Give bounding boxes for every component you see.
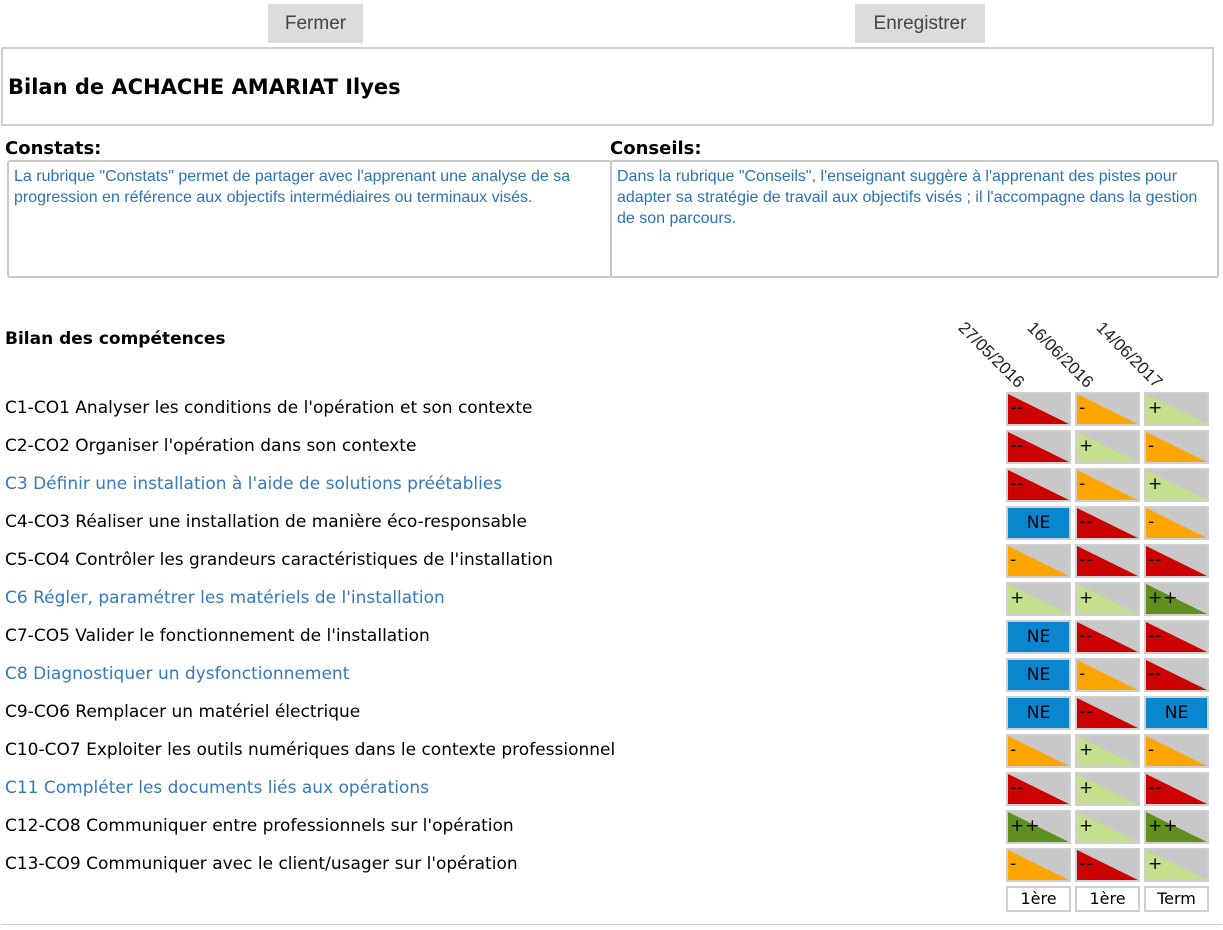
- evaluation-cell[interactable]: [1006, 772, 1071, 806]
- competence-label: C13-CO9 Communiquer avec le client/usager sur l'opération: [5, 854, 518, 874]
- evaluation-cell[interactable]: [1144, 620, 1209, 654]
- evaluation-fill: [1077, 470, 1138, 500]
- evaluation-symbol: --: [1010, 398, 1025, 418]
- competence-label[interactable]: C6 Régler, paramétrer les matériels de l'installation: [5, 588, 445, 608]
- evaluation-symbol: --: [1148, 626, 1163, 646]
- close-button[interactable]: Fermer: [268, 4, 363, 43]
- page-title: Bilan de ACHACHE AMARIAT Ilyes: [8, 75, 401, 99]
- evaluation-symbol: --: [1079, 702, 1094, 722]
- competence-label: C7-CO5 Valider le fonctionnement de l'installation: [5, 626, 430, 646]
- evaluation-cell[interactable]: [1144, 810, 1209, 844]
- title-panel: [1, 47, 1214, 126]
- evaluation-cell[interactable]: [1144, 430, 1209, 464]
- evaluation-symbol: NE: [1026, 627, 1051, 647]
- evaluation-symbol: +: [1148, 398, 1164, 418]
- evaluation-symbol: -: [1148, 512, 1156, 532]
- evaluation-cell[interactable]: [1075, 810, 1140, 844]
- evaluation-cell[interactable]: [1075, 506, 1140, 540]
- evaluation-cell[interactable]: [1006, 544, 1071, 578]
- evaluation-symbol: --: [1079, 550, 1094, 570]
- competence-label[interactable]: C11 Compléter les documents liés aux opérations: [5, 778, 430, 798]
- evaluation-cell[interactable]: [1006, 392, 1071, 426]
- evaluation-fill: [1146, 432, 1207, 462]
- competence-label: C10-CO7 Exploiter les outils numériques dans le contexte professionnel: [5, 740, 616, 760]
- evaluation-symbol: -: [1148, 740, 1156, 760]
- evaluation-cell[interactable]: [1144, 544, 1209, 578]
- evaluation-symbol: -: [1079, 398, 1087, 418]
- evaluation-cell[interactable]: [1075, 658, 1140, 692]
- evaluation-symbol: -: [1010, 854, 1018, 874]
- evaluation-cell[interactable]: [1144, 468, 1209, 502]
- evaluation-symbol: +: [1010, 588, 1026, 608]
- evaluation-cell[interactable]: [1006, 620, 1071, 654]
- evaluation-cell[interactable]: [1144, 392, 1209, 426]
- evaluation-symbol: ++: [1148, 588, 1179, 608]
- evaluation-cell[interactable]: [1075, 734, 1140, 768]
- evaluation-triangle: [1146, 432, 1207, 462]
- evaluation-fill: [1146, 508, 1207, 538]
- evaluation-symbol: ++: [1148, 816, 1179, 836]
- evaluation-triangle: [1077, 470, 1138, 500]
- evaluation-cell[interactable]: [1006, 430, 1071, 464]
- competence-label: C1-CO1 Analyser les conditions de l'opération et son contexte: [5, 398, 533, 418]
- competence-label: C2-CO2 Organiser l'opération dans son contexte: [5, 436, 417, 456]
- evaluation-symbol: --: [1010, 436, 1025, 456]
- evaluation-cell[interactable]: [1075, 468, 1140, 502]
- evaluation-cell[interactable]: [1006, 810, 1071, 844]
- evaluation-triangle: [1146, 508, 1207, 538]
- bottom-divider: [1, 924, 1222, 925]
- evaluation-symbol: -: [1079, 664, 1087, 684]
- competence-label[interactable]: C3 Définir une installation à l'aide de solutions préétablies: [5, 474, 503, 494]
- date-header: 14/06/2017: [1092, 318, 1167, 392]
- evaluation-cell[interactable]: [1075, 848, 1140, 882]
- competence-label: C9-CO6 Remplacer un matériel électrique: [5, 702, 361, 722]
- evaluation-triangle: [1077, 394, 1138, 424]
- evaluation-cell[interactable]: [1006, 696, 1071, 730]
- evaluation-cell[interactable]: [1075, 582, 1140, 616]
- date-header: 27/05/2016: [954, 318, 1029, 392]
- evaluation-symbol: +: [1079, 588, 1095, 608]
- evaluation-triangle: [1008, 546, 1069, 576]
- evaluation-cell[interactable]: [1075, 696, 1140, 730]
- evaluation-symbol: -: [1079, 474, 1087, 494]
- level-label: Term: [1144, 886, 1209, 912]
- competence-label: C5-CO4 Contrôler les grandeurs caractéristiques de l'installation: [5, 550, 554, 570]
- conseils-textarea[interactable]: Dans la rubrique "Conseils", l'enseignant suggère à l'apprenant des pistes pour adapter sa stratégie de travail aux objectifs visés ; il l'accompagne dans la gestion de son parcours.: [610, 160, 1219, 278]
- evaluation-cell[interactable]: [1144, 734, 1209, 768]
- level-label: 1ère: [1006, 886, 1071, 912]
- evaluation-symbol: NE: [1026, 703, 1051, 723]
- level-label: 1ère: [1075, 886, 1140, 912]
- evaluation-symbol: +: [1079, 778, 1095, 798]
- evaluation-triangle: [1146, 736, 1207, 766]
- evaluation-cell[interactable]: [1075, 544, 1140, 578]
- evaluation-symbol: NE: [1026, 513, 1051, 533]
- evaluation-symbol: --: [1148, 778, 1163, 798]
- competence-label[interactable]: C8 Diagnostiquer un dysfonctionnement: [5, 664, 350, 684]
- evaluation-symbol: --: [1079, 626, 1094, 646]
- evaluation-symbol: ++: [1010, 816, 1041, 836]
- evaluation-symbol: --: [1010, 474, 1025, 494]
- evaluation-cell[interactable]: [1144, 848, 1209, 882]
- evaluation-cell[interactable]: [1075, 620, 1140, 654]
- evaluation-cell[interactable]: [1006, 848, 1071, 882]
- evaluation-symbol: --: [1079, 512, 1094, 532]
- evaluation-symbol: +: [1148, 854, 1164, 874]
- evaluation-cell[interactable]: [1144, 772, 1209, 806]
- evaluation-fill: [1008, 736, 1069, 766]
- competence-label: C4-CO3 Réaliser une installation de manière éco-responsable: [5, 512, 527, 532]
- evaluation-symbol: --: [1010, 778, 1025, 798]
- evaluation-fill: [1008, 546, 1069, 576]
- evaluation-symbol: --: [1148, 550, 1163, 570]
- evaluation-triangle: [1077, 660, 1138, 690]
- evaluation-cell[interactable]: [1075, 392, 1140, 426]
- evaluation-symbol: -: [1010, 550, 1018, 570]
- evaluation-cell[interactable]: [1006, 658, 1071, 692]
- evaluation-cell[interactable]: [1006, 582, 1071, 616]
- competence-label: C12-CO8 Communiquer entre professionnels sur l'opération: [5, 816, 514, 836]
- evaluation-fill: [1077, 660, 1138, 690]
- constats-textarea[interactable]: La rubrique "Constats" permet de partager avec l'apprenant une analyse de sa progression en référence aux objectifs intermédiaires ou terminaux visés.: [7, 160, 612, 278]
- evaluation-symbol: +: [1148, 474, 1164, 494]
- evaluation-cell[interactable]: [1006, 468, 1071, 502]
- constats-label: Constats:: [5, 138, 102, 159]
- evaluation-triangle: [1008, 736, 1069, 766]
- evaluation-symbol: --: [1079, 854, 1094, 874]
- evaluation-cell[interactable]: [1006, 734, 1071, 768]
- evaluation-cell[interactable]: [1006, 506, 1071, 540]
- evaluation-cell[interactable]: [1144, 506, 1209, 540]
- conseils-label: Conseils:: [610, 138, 702, 159]
- save-button[interactable]: Enregistrer: [855, 4, 985, 43]
- evaluation-cell[interactable]: [1075, 772, 1140, 806]
- evaluation-fill: [1077, 394, 1138, 424]
- evaluation-cell[interactable]: [1144, 658, 1209, 692]
- evaluation-symbol: -: [1148, 436, 1156, 456]
- evaluation-symbol: -: [1010, 740, 1018, 760]
- section-title: Bilan des compétences: [5, 329, 226, 349]
- evaluation-symbol: NE: [1164, 703, 1189, 723]
- evaluation-symbol: +: [1079, 740, 1095, 760]
- evaluation-cell[interactable]: [1144, 696, 1209, 730]
- evaluation-symbol: +: [1079, 436, 1095, 456]
- evaluation-symbol: NE: [1026, 665, 1051, 685]
- evaluation-symbol: --: [1148, 664, 1163, 684]
- evaluation-cell[interactable]: [1075, 430, 1140, 464]
- evaluation-symbol: +: [1079, 816, 1095, 836]
- evaluation-triangle: [1008, 850, 1069, 880]
- date-header: 16/06/2016: [1023, 318, 1098, 392]
- evaluation-fill: [1146, 736, 1207, 766]
- evaluation-cell[interactable]: [1144, 582, 1209, 616]
- evaluation-fill: [1008, 850, 1069, 880]
